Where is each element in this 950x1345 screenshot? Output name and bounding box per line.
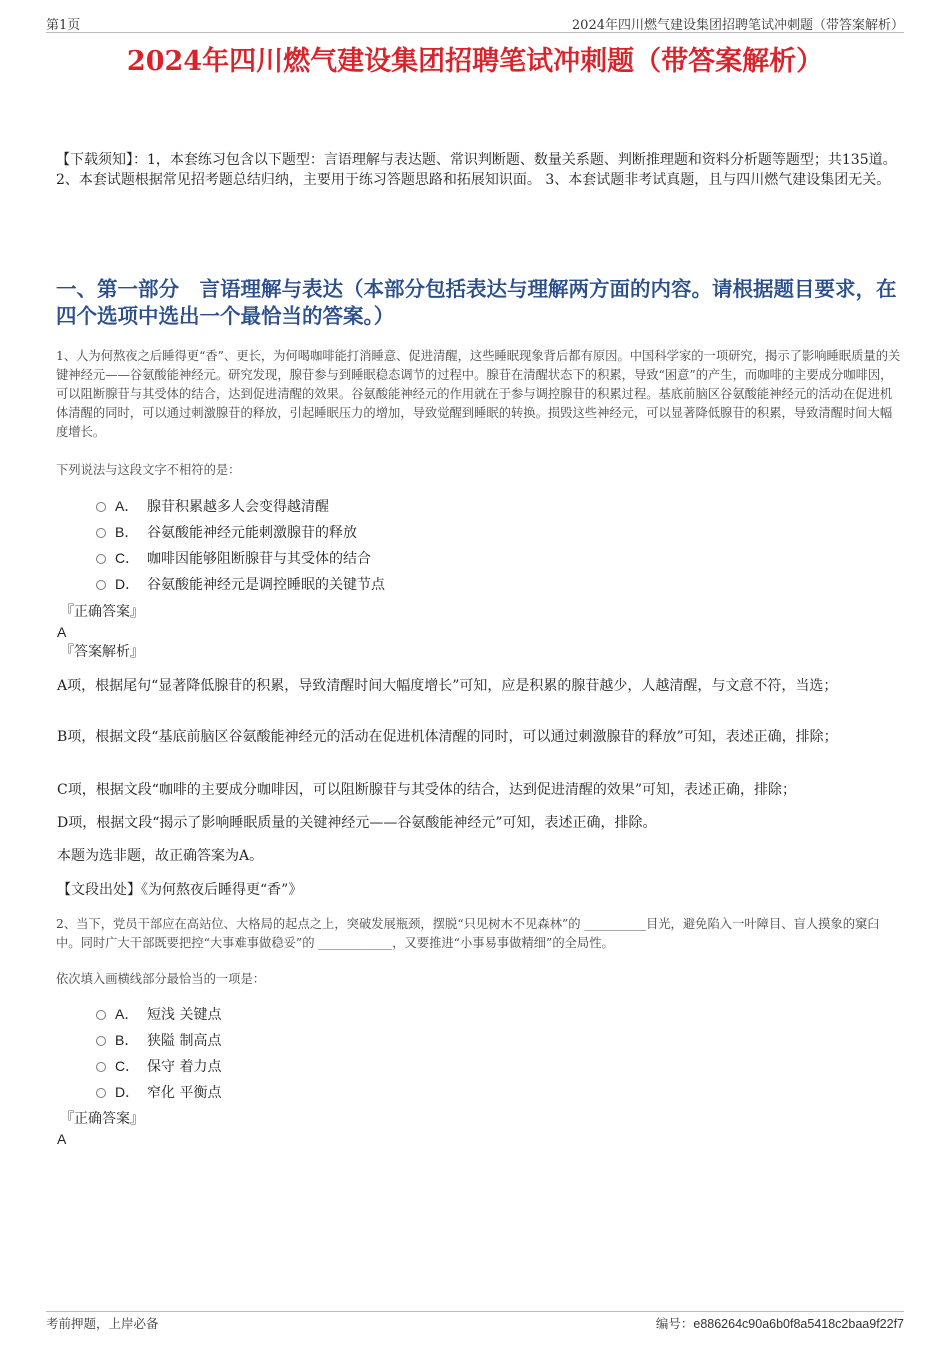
option-letter: D． bbox=[115, 576, 140, 592]
page-footer bbox=[46, 1314, 904, 1332]
footer-divider bbox=[46, 1311, 904, 1312]
radio-icon[interactable] bbox=[96, 1036, 106, 1046]
question-2-passage: 2、当下，党员干部应在高站位、大格局的起点之上，突破发展瓶颈，摆脱“只见树木不见森林”的 __________目光，避免陷入一叶障目、盲人摸象的窠臼中。同时广大干部既要把控“大事难事做稳妥”的 ____________，又要推进“小事易事做精细”的全局性。 bbox=[56, 917, 880, 950]
question-1-option-a[interactable] bbox=[96, 496, 329, 517]
option-text: 狭隘 制高点 bbox=[147, 1033, 222, 1049]
option-letter: B． bbox=[115, 1032, 139, 1048]
option-letter: A． bbox=[115, 1006, 139, 1022]
header-divider bbox=[46, 32, 904, 33]
section-heading: 一、第一部分 言语理解与表达（本部分包括表达与理解两方面的内容。请根据题目要求，在四个选项中选出一个最恰当的答案。） bbox=[56, 277, 897, 328]
option-text: 咖啡因能够阻断腺苷与其受体的结合 bbox=[147, 551, 371, 567]
radio-icon[interactable] bbox=[96, 580, 106, 590]
option-text: 谷氨酸能神经元是调控睡眠的关键节点 bbox=[147, 577, 385, 593]
question-1-option-d[interactable] bbox=[96, 574, 385, 595]
question-2-option-a[interactable] bbox=[96, 1004, 221, 1025]
question-1-answer-label: 『正确答案』 bbox=[60, 604, 144, 620]
option-text: 短浅 关键点 bbox=[147, 1007, 222, 1023]
download-notice: 【下载须知】：1，本套练习包含以下题型：言语理解与表达题、常识判断题、数量关系题、判断推理题和资料分析题等题型；共135道。 2、本套试题根据常见招考题总结归纳，主要用于练习答题思路和拓展知识面。 3、本套试题非考试真题，且与四川燃气建设集团无关。 bbox=[56, 152, 897, 188]
question-1-passage: 1、人为何熬夜之后睡得更“香”、更长，为何喝咖啡能打消睡意、促进清醒，这些睡眠现象背后都有原因。中国科学家的一项研究，揭示了影响睡眠质量的关键神经元——谷氨酸能神经元。研究发现，腺苷参与到睡眠稳态调节的过程中。腺苷在清醒状态下的积累，导致“困意”的产生，而咖啡的主要成分咖啡因，可以阻断腺苷与其受体的结合，达到促进清醒的效果。谷氨酸能神经元的作用就在于参与调控腺苷的积累过程。基底前脑区谷氨酸能神经元的活动在促进机体清醒的同时，可以通过刺激腺苷的释放，引起睡眠压力的增加，导致觉醒到睡眠的转换。损毁这些神经元，可以显著降低腺苷的积累，导致清醒时间大幅度增长。 bbox=[56, 349, 901, 439]
option-text: 谷氨酸能神经元能刺激腺苷的释放 bbox=[147, 525, 357, 541]
question-2-prompt: 依次填入画横线部分最恰当的一项是： bbox=[56, 972, 266, 986]
option-letter: A． bbox=[115, 498, 139, 514]
option-text: 腺苷积累越多人会变得越清醒 bbox=[147, 499, 329, 515]
page-header bbox=[46, 14, 904, 34]
explanation-conclusion: 本题为选非题，故正确答案为A。 bbox=[57, 848, 264, 864]
question-1-explain-label: 『答案解析』 bbox=[60, 644, 144, 660]
question-2-option-d[interactable] bbox=[96, 1082, 221, 1103]
radio-icon[interactable] bbox=[96, 1062, 106, 1072]
radio-icon[interactable] bbox=[96, 528, 106, 538]
radio-icon[interactable] bbox=[96, 502, 106, 512]
document-id bbox=[656, 1314, 904, 1332]
document-id-value: e886264c90a6b0f8a5418c2baa9f22f7 bbox=[693, 1317, 904, 1331]
option-letter: C． bbox=[115, 1058, 140, 1074]
explanation-d: D项，根据文段“揭示了影响睡眠质量的关键神经元——谷氨酸能神经元”可知，表述正确，排除。 bbox=[57, 815, 657, 831]
explanation-b: B项，根据文段“基底前脑区谷氨酸能神经元的活动在促进机体清醒的同时，可以通过刺激腺苷的释放”可知，表述正确，排除； bbox=[57, 729, 838, 745]
radio-icon[interactable] bbox=[96, 1010, 106, 1020]
question-2-answer-label: 『正确答案』 bbox=[60, 1111, 144, 1127]
question-1-prompt: 下列说法与这段文字不相符的是： bbox=[56, 463, 241, 477]
option-letter: B． bbox=[115, 524, 139, 540]
explanation-a: A项，根据尾句“显著降低腺苷的积累，导致清醒时间大幅度增长”可知，应是积累的腺苷越少，人越清醒，与文意不符，当选； bbox=[57, 678, 838, 694]
question-2-answer: A bbox=[57, 1131, 67, 1147]
explanation-c: C项，根据文段“咖啡的主要成分咖啡因，可以阻断腺苷与其受体的结合，达到促进清醒的效果”可知，表述正确，排除； bbox=[57, 782, 797, 798]
question-1-option-b[interactable] bbox=[96, 522, 357, 543]
page-number: 第1页 bbox=[46, 18, 81, 33]
option-text: 窄化 平衡点 bbox=[147, 1085, 222, 1101]
option-letter: D． bbox=[115, 1084, 140, 1100]
header-doc-title: 2024年四川燃气建设集团招聘笔试冲刺题（带答案解析） bbox=[571, 18, 904, 33]
document-id-label: 编号： bbox=[655, 1316, 694, 1331]
footer-slogan: 考前押题，上岸必备 bbox=[46, 1316, 159, 1331]
question-2-option-b[interactable] bbox=[96, 1030, 221, 1051]
question-2-option-c[interactable] bbox=[96, 1056, 221, 1077]
option-letter: C． bbox=[115, 550, 140, 566]
option-text: 保守 着力点 bbox=[147, 1059, 222, 1075]
explanation-source: 【文段出处】《为何熬夜后睡得更“香”》 bbox=[57, 882, 303, 898]
radio-icon[interactable] bbox=[96, 554, 106, 564]
question-1-option-c[interactable] bbox=[96, 548, 371, 569]
radio-icon[interactable] bbox=[96, 1088, 106, 1098]
question-1-answer: A bbox=[57, 624, 67, 640]
document-title: 2024年四川燃气建设集团招聘笔试冲刺题（带答案解析） bbox=[126, 46, 824, 77]
